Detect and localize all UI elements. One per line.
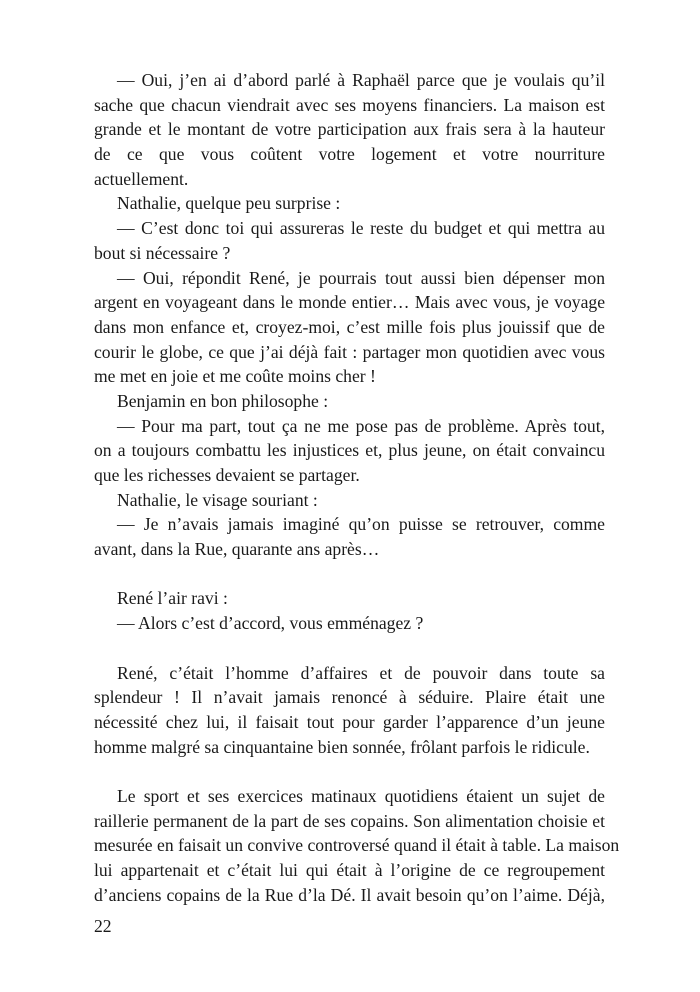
paragraph-gap [94,759,605,784]
text-line: Nathalie, le visage souriant : [117,489,318,510]
text-line: René l’air ravi : [117,588,228,609]
text-line: grande et le montant de votre participation aux frais sera à la hauteur [94,119,605,140]
page-body [94,68,620,907]
text-line: me met en joie et me coûte moins cher ! [94,366,376,387]
text-line: d’anciens copains de la Rue d’la Dé. Il avait besoin qu’on l’aime. Déjà, [94,884,605,905]
text-line: Nathalie, quelque peu surprise : [117,193,341,214]
text-line: — Alors c’est d’accord, vous emménagez ? [117,613,424,634]
text-line: courir le globe, ce que j’ai déjà fait : partager mon quotidien avec vous [94,341,605,362]
text-line: sache que chacun viendrait avec ses moyens financiers. La maison est [94,94,605,115]
text-line: splendeur ! Il n’avait jamais renoncé à séduire. Plaire était une [94,687,605,708]
text-line: raillerie permanent de la part de ses copains. Son alimentation choisie et [94,810,605,831]
text-line: avant, dans la Rue, quarante ans après… [94,539,380,560]
text-line: de ce que vous coûtent votre logement et votre nourriture [94,144,605,165]
text-line: — Oui, j’en ai d’abord parlé à Raphaël parce que je voulais qu’il [117,70,605,90]
text-line: René, c’était l’homme d’affaires et de pouvoir dans toute sa [117,662,605,683]
text-line: on a toujours combattu les injustices et, plus jeune, on était convaincu [94,440,605,461]
text-line: — Pour ma part, tout ça ne me pose pas de problème. Après tout, [117,415,605,436]
text-line: Le sport et ses exercices matinaux quotidiens étaient un sujet de [117,785,605,806]
text-line: homme malgré sa cinquantaine bien sonnée, frôlant parfois le ridicule. [94,736,590,757]
text-line: nécessité chez lui, il faisait tout pour garder l’apparence d’un jeune [94,711,605,732]
text-line: Benjamin en bon philosophe : [117,390,329,411]
paragraph-gap [94,636,605,661]
text-line: — Oui, répondit René, je pourrais tout aussi bien dépenser mon [117,267,605,288]
paragraph-gap [94,562,605,587]
text-line: que les richesses devaient se partager. [94,465,360,485]
text-line: dans mon enfance et, croyez-moi, c’est mille fois plus jouissif que de [94,316,605,337]
page-number: 22 [94,916,112,936]
text-line: argent en voyageant dans le monde entier… Mais avec vous, je voyage [94,292,605,313]
text-line: bout si nécessaire ? [94,242,231,263]
text-line: mesurée en faisait un convive controversé quand il était à table. La maison [94,835,620,856]
text-line: — Je n’avais jamais imaginé qu’on puisse se retrouver, comme [117,514,605,535]
text-line: actuellement. [94,168,189,189]
text-line: — C’est donc toi qui assureras le reste du budget et qui mettra au [117,218,605,239]
text-line: lui appartenait et c’était lui qui était à l’origine de ce regroupement [94,860,605,880]
